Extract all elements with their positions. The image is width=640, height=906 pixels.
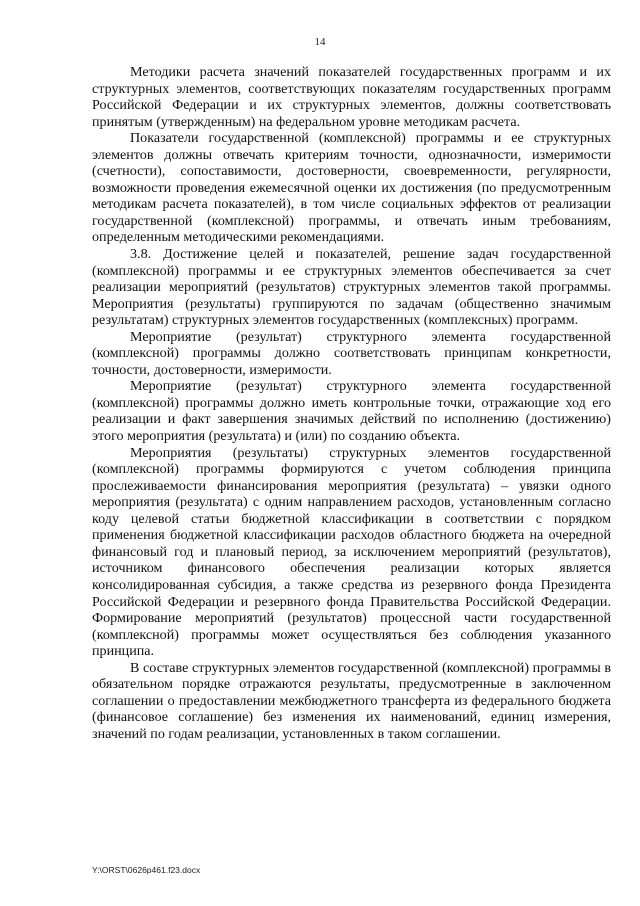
paragraph: В составе структурных элементов государственной (комплексной) программы в обязательном порядке отражаются результаты, предусмотренные в заключенном соглашении о предоставлении межбюджетного трансферта из федерального бюджета (финансовое соглашение) без изменения их наименований, единиц измерения, значений по годам реализации, установленных в таком соглашении.	[92, 659, 611, 742]
document-body	[92, 64, 611, 742]
paragraph: Мероприятия (результаты) структурных элементов государственной (комплексной) программы формируются с учетом соблюдения принципа прослеживаемости финансирования мероприятия (результата) – увязки одного мероприятия (результата) с одним направлением расходов, установленным согласно коду целевой статьи бюджетной классификации в соответствии с порядком применения бюджетной классификации расходов областного бюджета на очередной финансовый год и плановый период, за исключением мероприятий (результатов), источником финансового обеспечения реализации которых является консолидированная субсидия, а также средства из резервного фонда Президента Российской Федерации и резервного фонда Правительства Российской Федерации. Формирование мероприятий (результатов) процессной части государственной (комплексной) программы может осуществляться без соблюдения указанного принципа.	[92, 444, 611, 660]
paragraph: Мероприятие (результат) структурного элемента государственной (комплексной) программы должно иметь контрольные точки, отражающие ход его реализации и факт завершения значимых действий по исполнению (достижению) этого мероприятия (результата) и (или) по созданию объекта.	[92, 378, 611, 445]
paragraph: Мероприятие (результат) структурного элемента государственной (комплексной) программы должно соответствовать принципам конкретности, точности, достоверности, измеримости.	[92, 328, 611, 378]
paragraph: Методики расчета значений показателей государственных программ и их структурных элементов, соответствующих показателям государственных программ Российской Федерации и их структурных элементов, должны соответствовать принятым (утвержденным) на федеральном уровне методикам расчета.	[92, 64, 611, 130]
paragraph: Показатели государственной (комплексной) программы и ее структурных элементов должны отвечать критериям точности, однозначности, измеримости (счетности), сопоставимости, достоверности, своевременности, регулярности, возможности проведения ежемесячной оценки их достижения (по предусмотренным методикам расчета показателей), в том числе социальных эффектов от реализации государственной (комплексной) программы, и отвечать иным требованиям, определенным методическими рекомендациями.	[92, 130, 611, 246]
page-number: 14	[314, 36, 326, 48]
footer-file-path: Y:\ORST\0626p461.f23.docx	[92, 865, 201, 875]
paragraph: 3.8. Достижение целей и показателей, решение задач государственной (комплексной) программы и ее структурных элементов обеспечивается за счет реализации мероприятий (результатов) структурных элементов такой программы. Мероприятия (результаты) группируются по задачам (общественно значимым результатам) структурных элементов государственных (комплексных) программ.	[92, 246, 611, 329]
